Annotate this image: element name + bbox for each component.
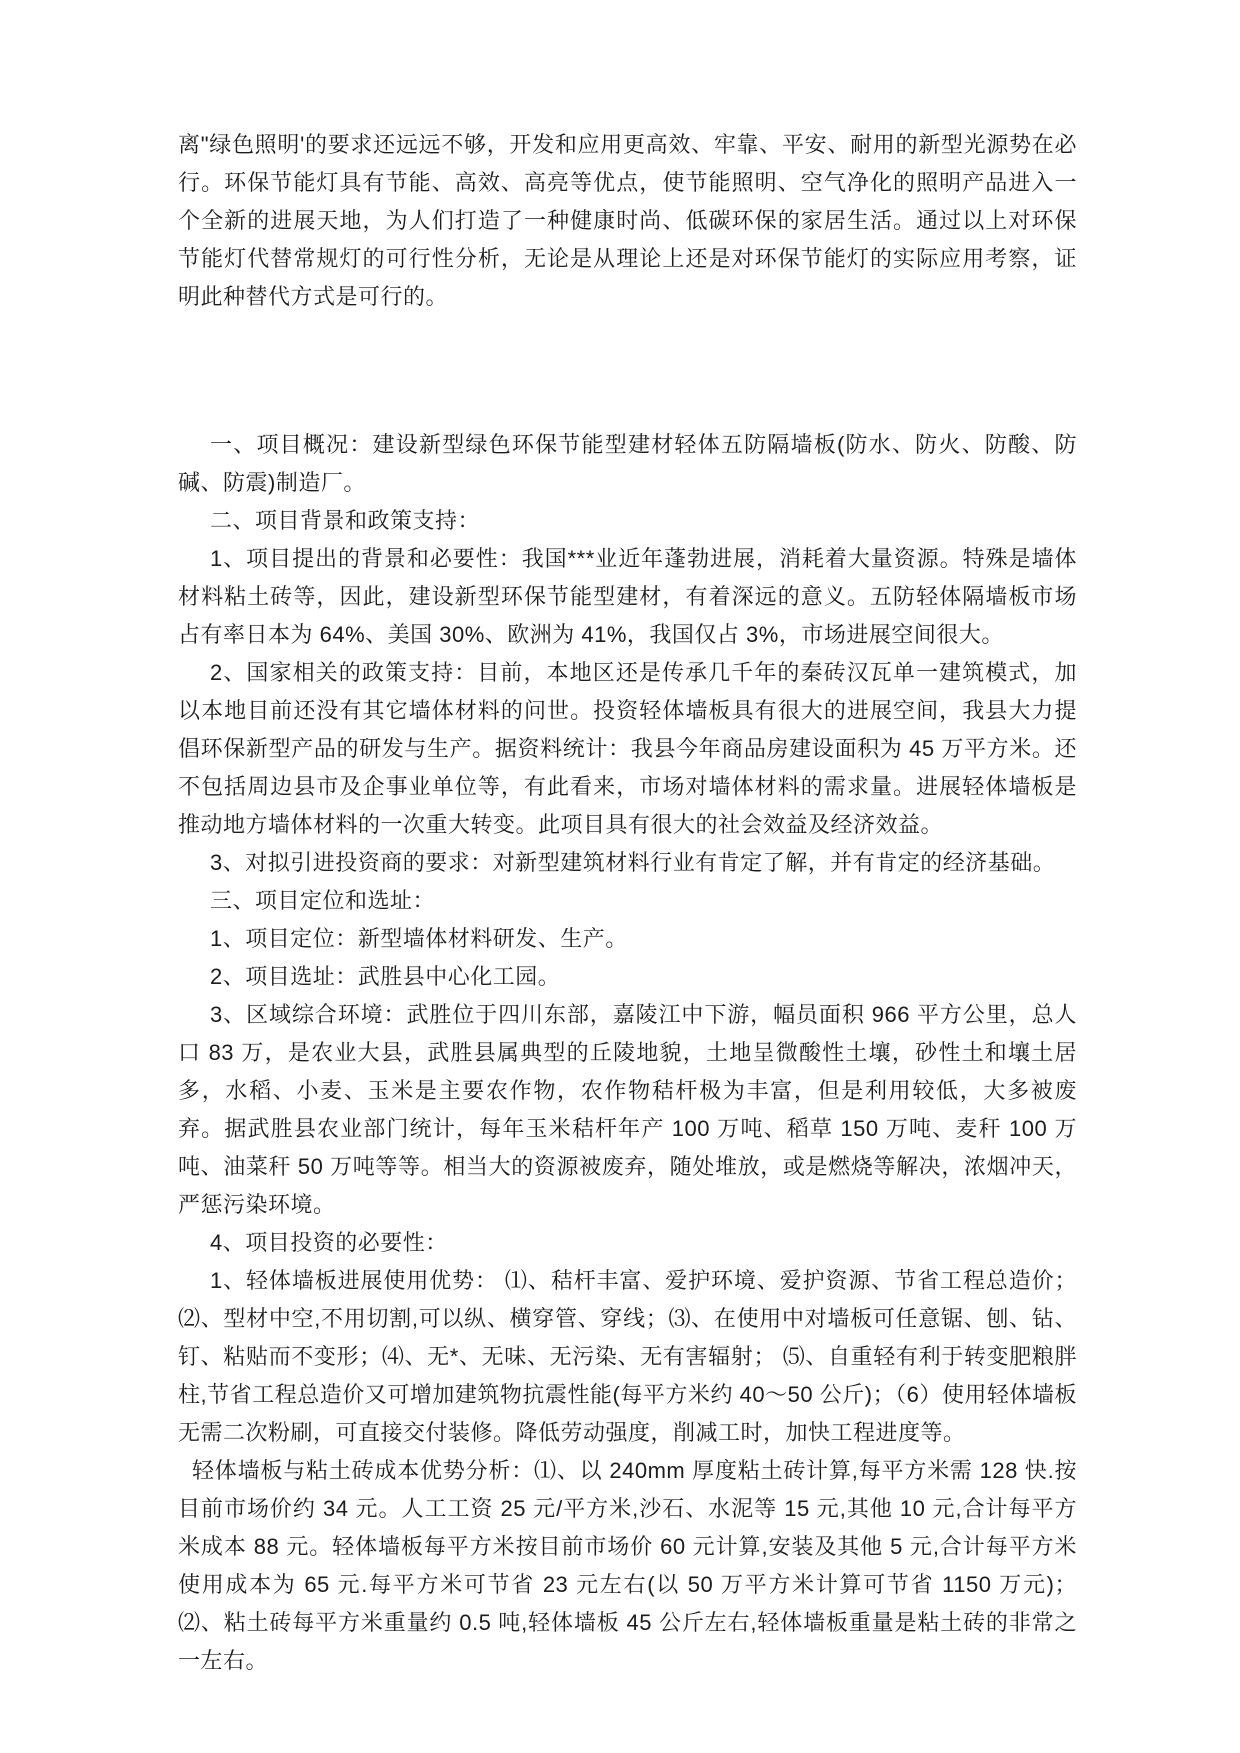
heading-section-2-background-policy: 二、项目背景和政策支持： — [210, 508, 481, 533]
paragraph-regional-environment: 3、区域综合环境：武胜位于四川东部，嘉陵江中下游，幅员面积 966 平方公里，总人口 83 万，是农业大县，武胜县属典型的丘陵地貌，土地呈微酸性土壤，砂性土和壤土居多，水稻、小麦、玉米是主要农作物，农作物秸杆极为丰富，但是利用较低，大多被废弃。据武胜县农业部门统计，每年玉米秸杆年产 100 万吨、稻草 150 万吨、麦秆 100 万吨、油菜秆 50 万吨等等。相当大的资源被废弃，随处堆放，或是燃烧等解决，浓烟冲天，严惩污染环境。 — [178, 1002, 1077, 1217]
paragraph-intro-conclusion: 离"绿色照明'的要求还远远不够，开发和应用更高效、牢靠、平安、耐用的新型光源势在必行。环保节能灯具有节能、高效、高亮等优点，使节能照明、空气净化的照明产品进入一个全新的进展天地，为人们打造了一种健康时尚、低碳环保的家居生活。通过以上对环保节能灯代替常规灯的可行性分析，无论是从理论上还是对环保节能灯的实际应用考察，证明此种替代方式是可行的。 — [178, 132, 1077, 309]
paragraph-project-positioning: 1、项目定位：新型墙体材料研发、生产。 — [210, 926, 628, 951]
heading-investment-necessity: 4、项目投资的必要性： — [210, 1230, 448, 1255]
paragraph-background-necessity: 1、项目提出的背景和必要性：我国***业近年蓬勃进展，消耗着大量资源。特殊是墙体材料粘土砖等，因此，建设新型环保节能型建材，有着深远的意义。五防轻体隔墙板市场占有率日本为 64%、美国 30%、欧洲为 41%，我国仅占 3%，市场进展空间很大。 — [178, 546, 1077, 647]
heading-section-3-positioning-site: 三、项目定位和选址： — [210, 888, 436, 913]
paragraph-investor-requirements: 3、对拟引进投资商的要求：对新型建筑材料行业有肯定了解，并有肯定的经济基础。 — [210, 850, 1056, 875]
heading-section-1-project-overview: 一、项目概况：建设新型绿色环保节能型建材轻体五防隔墙板(防水、防火、防酸、防碱、防震)制造厂。 — [178, 432, 1077, 495]
paragraph-cost-comparison: 轻体墙板与粘土砖成本优势分析：⑴、以 240mm 厚度粘土砖计算,每平方米需 128 快.按目前市场价约 34 元。人工工资 25 元/平方米,沙石、水泥等 15 元,其他 10 元,合计每平方米成本 88 元。轻体墙板每平方米按目前市场价 60 元计算,安装及其他 5 元,合计每平方米使用成本为 65 元.每平方米可节省 23 元左右(以 50 万平方米计算可节省 1150 万元)； ⑵、粘土砖每平方米重量约 0.5 吨,轻体墙板 45 公斤左右,轻体墙板重量是粘土砖的非常之一左右。 — [178, 1458, 1077, 1673]
paragraph-wallboard-advantages: 1、轻体墙板进展使用优势： ⑴、秸杆丰富、爱护环境、爱护资源、节省工程总造价；⑵、型材中空,不用切割,可以纵、横穿管、穿线；⑶、在使用中对墙板可任意锯、刨、钻、钉、粘贴而不变形；⑷、无*、无味、无污染、无有害辐射； ⑸、自重轻有利于转变肥粮胖柱,节省工程总造价又可增加建筑物抗震性能(每平方米约 40～50 公斤)；（6）使用轻体墙板无需二次粉刷，可直接交付装修。降低劳动强度，削减工时，加快工程进度等。 — [178, 1268, 1077, 1445]
blank-gap — [178, 316, 1077, 426]
paragraph-project-site: 2、项目选址：武胜县中心化工园。 — [210, 964, 561, 989]
paragraph-policy-support: 2、国家相关的政策支持：目前，本地区还是传承几千年的秦砖汉瓦单一建筑模式，加以本地目前还没有其它墙体材料的问世。投资轻体墙板具有很大的进展空间，我县大力提倡环保新型产品的研发与生产。据资料统计：我县今年商品房建设面积为 45 万平方米。还不包括周边县市及企事业单位等，有此看来，市场对墙体材料的需求量。进展轻体墙板是推动地方墙体材料的一次重大转变。此项目具有很大的社会效益及经济效益。 — [178, 660, 1077, 837]
